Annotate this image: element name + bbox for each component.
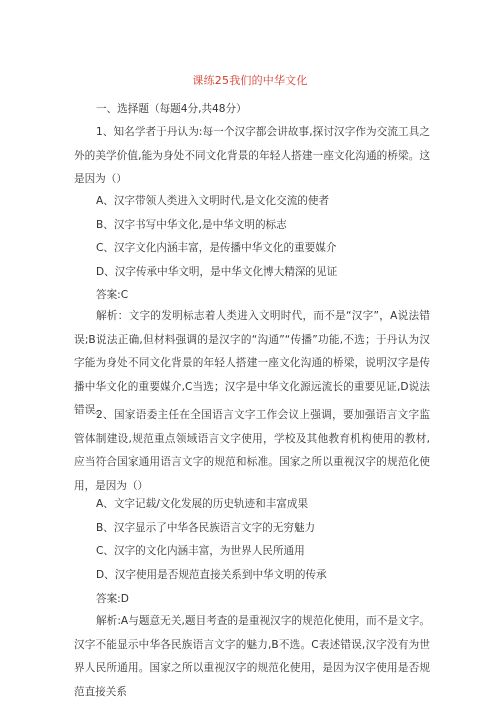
question-2-stem: 2、国家语委主任在全国语言文字工作会议上强调，要加强语言文字监管体制建设,规范重点领域语言文字使用，学校及其他教育机构使用的教材,应当符合国家通用语言文字的规范和标准。国家之所以重视汉字的规范化使用，是因为（） bbox=[74, 409, 430, 492]
question-2-analysis: 解析:A与题意无关,题目考查的是重视汉字的规范化使用，而不是文字。汉字不能显示中华各民族语言文字的魅力,B不选。C表述错误,汉字没有为世界人民所通用。国家之所以重视汉字的规范化使用，是因为汉字使用是否规范直接关系 bbox=[74, 615, 430, 698]
section-heading: 一、选择题（每题4分,共48分） bbox=[96, 103, 247, 115]
question-1-option-c: C、汉字文化内涵丰富，是传播中华文化的重要媒介 bbox=[96, 242, 337, 254]
question-2-option-c: C、汉字的文化内涵丰富，为世界人民所通用 bbox=[96, 545, 305, 557]
question-1-analysis: 解析：文字的发明标志着人类进入文明时代，而不是“汉字”，A说法错误;B说法正确,但材料强调的是汉字的“沟通”“传播”功能,不选；于丹认为汉字能为身处不同文化背景的年轻人搭建一座文化沟通的桥梁，说明汉字是传播中华文化的重要媒介,C当选；汉字是中华文化源远流长的重要见证,D说法错误。 bbox=[74, 310, 430, 417]
question-2-option-d: D、汉字使用是否规范直接关系到中华文明的传承 bbox=[96, 569, 327, 581]
question-1-option-b: B、汉字书写中华文化,是中华文明的标志 bbox=[96, 219, 287, 231]
question-2-option-b: B、汉字显示了中华各民族语言文字的无穷魅力 bbox=[96, 522, 316, 534]
question-1-answer: 答案:C bbox=[96, 289, 129, 301]
question-1-option-a: A、汉字带领人类进入文明时代,是文化交流的使者 bbox=[96, 195, 330, 207]
document-title: 课练25我们的中华文化 bbox=[192, 74, 308, 87]
question-1-option-d: D、汉字传承中华文明，是中华文化博大精深的见证 bbox=[96, 266, 338, 278]
question-2-option-a: A、文字记载/文化发展的历史轨迹和丰富成果 bbox=[96, 498, 309, 510]
question-1-stem: 1、知名学者于丹认为:每一个汉字都会讲故事,探讨汉字作为交流工具之外的美学价值,能为身处不同文化背景的年轻人搭建一座文化沟通的桥梁。这是因为（） bbox=[74, 126, 430, 186]
question-2-answer: 答案:D bbox=[96, 593, 129, 605]
